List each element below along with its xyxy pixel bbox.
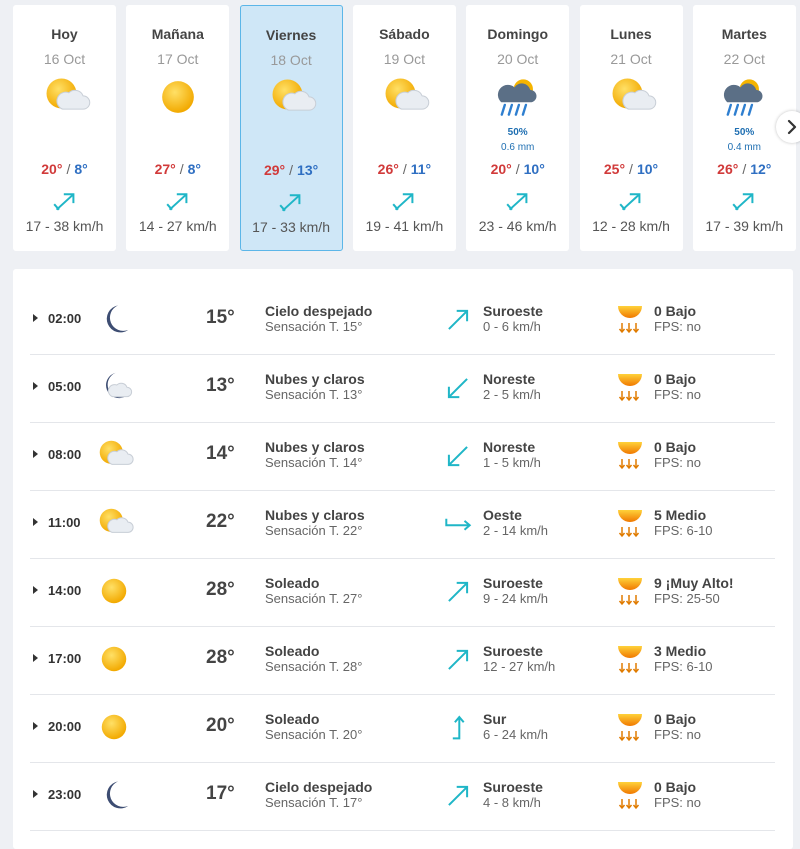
day-card[interactable] <box>126 5 229 251</box>
day-temperatures <box>466 161 569 177</box>
expand-triangle-icon[interactable] <box>33 518 38 526</box>
hour-temperature: 28° <box>206 647 235 668</box>
temp-separator: / <box>402 161 407 177</box>
chevron-right-icon <box>776 111 800 143</box>
day-wind: 17 - 38 km/h <box>25 218 104 234</box>
wind-speed: 2 - 5 km/h <box>483 387 541 402</box>
wind-direction: Sur <box>483 711 507 727</box>
wind-speed: 2 - 14 km/h <box>483 523 549 538</box>
wind-northeast-icon <box>445 443 471 469</box>
wind-direction: Noreste <box>483 439 536 455</box>
rain-amount: 0.4 mm <box>727 142 761 153</box>
day-temperatures <box>241 162 342 178</box>
uv-index-icon <box>615 778 645 810</box>
day-date: 21 Oct <box>610 51 652 67</box>
hour-time: 02:00 <box>48 311 82 326</box>
temp-separator: / <box>289 162 294 178</box>
sun-protection-factor: FPS: no <box>654 387 701 402</box>
wind-speed: 0 - 6 km/h <box>483 319 541 334</box>
uv-index: 0 Bajo <box>654 439 697 455</box>
sun-protection-factor: FPS: no <box>654 795 701 810</box>
wind-speed: 4 - 8 km/h <box>483 795 541 810</box>
sun-protection-factor: FPS: 6-10 <box>654 659 713 674</box>
sun-protection-factor: FPS: no <box>654 727 701 742</box>
partly-cloudy-icon <box>609 75 653 119</box>
wind-southwest-icon <box>732 191 756 213</box>
min-temp: 10° <box>523 161 545 177</box>
wind-direction: Suroeste <box>483 779 543 795</box>
hour-temperature: 15° <box>206 307 235 328</box>
sun-protection-factor: FPS: 25-50 <box>654 591 720 606</box>
partly-cloudy-icon <box>269 76 313 120</box>
uv-index-icon <box>615 302 645 334</box>
uv-index: 0 Bajo <box>654 371 697 387</box>
max-temp: 27° <box>154 161 176 177</box>
uv-index-icon <box>615 710 645 742</box>
max-temp: 25° <box>603 161 626 177</box>
sun-icon <box>97 574 131 608</box>
uv-index: 0 Bajo <box>654 303 697 319</box>
uv-index: 0 Bajo <box>654 711 697 727</box>
max-temp: 20° <box>41 161 63 177</box>
hour-time: 11:00 <box>48 515 81 530</box>
expand-triangle-icon[interactable] <box>33 586 38 594</box>
hour-time: 08:00 <box>48 447 82 462</box>
hour-condition: Cielo despejado <box>265 779 373 795</box>
day-name: Mañana <box>151 26 204 42</box>
hour-row[interactable] <box>30 490 775 559</box>
feels-like: Sensación T. 15° <box>265 319 363 334</box>
feels-like: Sensación T. 28° <box>265 659 363 674</box>
hour-condition: Soleado <box>265 711 320 727</box>
rain-amount: 0.6 mm <box>501 142 535 153</box>
rain-icon <box>722 75 766 119</box>
wind-southwest-icon <box>619 191 643 213</box>
hourly-forecast <box>13 269 793 849</box>
day-wind: 17 - 33 km/h <box>252 219 330 235</box>
day-date: 20 Oct <box>497 51 539 67</box>
wind-southwest-icon <box>53 191 77 213</box>
hour-temperature: 14° <box>206 443 235 464</box>
hour-condition: Nubes y claros <box>265 439 365 455</box>
hour-row[interactable] <box>30 422 775 491</box>
hour-row[interactable] <box>30 354 775 423</box>
hour-row[interactable] <box>30 762 775 831</box>
wind-southwest-icon <box>506 191 530 213</box>
feels-like: Sensación T. 27° <box>265 591 363 606</box>
day-wind: 12 - 28 km/h <box>592 218 670 234</box>
max-temp: 29° <box>263 162 286 178</box>
hour-temperature: 13° <box>206 375 235 396</box>
wind-direction: Noreste <box>483 371 536 387</box>
hour-condition: Nubes y claros <box>265 371 365 387</box>
uv-index-icon <box>615 642 645 674</box>
hour-row[interactable] <box>30 286 775 355</box>
sun-icon <box>156 75 200 119</box>
uv-index: 9 ¡Muy Alto! <box>654 575 734 591</box>
day-date: 18 Oct <box>270 52 312 68</box>
day-name: Domingo <box>487 26 549 42</box>
day-card[interactable] <box>240 5 343 251</box>
uv-index: 5 Medio <box>654 507 707 523</box>
moon-icon <box>97 302 131 336</box>
day-card[interactable] <box>466 5 569 251</box>
partly-cloudy-icon <box>382 75 426 119</box>
hour-temperature: 22° <box>206 511 235 532</box>
wind-direction: Suroeste <box>483 643 543 659</box>
sun-icon <box>97 710 131 744</box>
wind-speed: 9 - 24 km/h <box>483 591 549 606</box>
day-temperatures <box>13 161 116 177</box>
day-date: 19 Oct <box>383 51 426 67</box>
wind-southwest-icon <box>445 647 471 673</box>
day-wind: 14 - 27 km/h <box>138 218 217 234</box>
feels-like: Sensación T. 20° <box>265 727 363 742</box>
min-temp: 8° <box>74 161 88 177</box>
hour-time: 20:00 <box>48 719 82 734</box>
uv-index-icon <box>615 506 645 538</box>
temp-separator: / <box>629 161 633 177</box>
min-temp: 8° <box>187 161 202 177</box>
wind-southwest-icon <box>445 307 471 333</box>
day-name: Viernes <box>265 27 317 43</box>
hour-temperature: 17° <box>206 783 235 804</box>
wind-southwest-icon <box>279 192 303 214</box>
wind-speed: 6 - 24 km/h <box>483 727 549 742</box>
min-temp: 11° <box>410 161 432 177</box>
day-name: Hoy <box>51 26 78 42</box>
uv-index-icon <box>615 574 645 606</box>
hour-time: 05:00 <box>48 379 82 394</box>
rain-icon <box>496 75 540 119</box>
hour-condition: Soleado <box>265 643 320 659</box>
wind-speed: 12 - 27 km/h <box>483 659 556 674</box>
wind-southwest-icon <box>392 191 416 213</box>
partly-cloudy-icon <box>97 506 131 540</box>
hour-condition: Soleado <box>265 575 320 591</box>
min-temp: 12° <box>750 161 772 177</box>
min-temp: 10° <box>636 161 659 177</box>
rain-probability: 50% <box>734 127 755 138</box>
day-card[interactable] <box>13 5 116 251</box>
expand-triangle-icon[interactable] <box>33 722 38 730</box>
moon-cloud-icon <box>97 370 131 404</box>
day-date: 16 Oct <box>43 51 86 67</box>
wind-speed: 1 - 5 km/h <box>483 455 541 470</box>
max-temp: 20° <box>490 161 512 177</box>
expand-triangle-icon[interactable] <box>33 790 38 798</box>
wind-southwest-icon <box>166 191 190 213</box>
day-temperatures <box>353 161 456 177</box>
max-temp: 26° <box>717 161 739 177</box>
uv-index: 0 Bajo <box>654 779 697 795</box>
hour-temperature: 28° <box>206 579 235 600</box>
temp-separator: / <box>66 161 71 177</box>
min-temp: 13° <box>297 162 319 178</box>
hour-condition: Nubes y claros <box>265 507 365 523</box>
sun-protection-factor: FPS: no <box>654 319 701 334</box>
wind-southwest-icon <box>445 579 471 605</box>
day-card[interactable] <box>580 5 683 251</box>
hour-condition: Cielo despejado <box>265 303 373 319</box>
wind-direction: Oeste <box>483 507 522 523</box>
day-wind: 17 - 39 km/h <box>705 218 784 234</box>
rain-probability: 50% <box>507 127 528 138</box>
hour-time: 23:00 <box>48 787 82 802</box>
partly-cloudy-icon <box>97 438 131 472</box>
wind-south-icon <box>445 715 471 741</box>
day-wind: 19 - 41 km/h <box>365 218 444 234</box>
hour-row[interactable] <box>30 694 775 763</box>
wind-direction: Suroeste <box>483 575 543 591</box>
expand-triangle-icon[interactable] <box>33 314 38 322</box>
day-date: 17 Oct <box>157 51 199 67</box>
sun-icon <box>97 642 131 676</box>
wind-southwest-icon <box>445 783 471 809</box>
wind-northeast-icon <box>445 375 471 401</box>
hour-temperature: 20° <box>206 715 235 736</box>
hour-row[interactable] <box>30 558 775 627</box>
day-temperatures <box>693 161 796 177</box>
expand-triangle-icon[interactable] <box>33 382 38 390</box>
expand-triangle-icon[interactable] <box>33 654 38 662</box>
day-wind: 23 - 46 km/h <box>478 218 557 234</box>
wind-west-icon <box>445 511 471 537</box>
temp-separator: / <box>179 161 184 177</box>
temp-separator: / <box>742 161 747 177</box>
uv-index: 3 Medio <box>654 643 707 659</box>
feels-like: Sensación T. 14° <box>265 455 363 470</box>
uv-index-icon <box>615 370 645 402</box>
partly-cloudy-icon <box>43 75 87 119</box>
sun-protection-factor: FPS: no <box>654 455 701 470</box>
day-name: Martes <box>721 26 767 42</box>
day-name: Lunes <box>610 26 652 42</box>
feels-like: Sensación T. 22° <box>265 523 363 538</box>
uv-index-icon <box>615 438 645 470</box>
max-temp: 26° <box>377 161 399 177</box>
daily-forecast <box>0 0 800 260</box>
hour-row[interactable] <box>30 626 775 695</box>
feels-like: Sensación T. 13° <box>265 387 363 402</box>
day-temperatures <box>580 161 683 177</box>
hour-time: 17:00 <box>48 651 82 666</box>
day-card[interactable] <box>353 5 456 251</box>
next-days-button[interactable] <box>776 111 800 143</box>
temp-separator: / <box>515 161 520 177</box>
sun-protection-factor: FPS: 6-10 <box>654 523 713 538</box>
day-date: 22 Oct <box>723 51 765 67</box>
hour-time: 14:00 <box>48 583 82 598</box>
feels-like: Sensación T. 17° <box>265 795 363 810</box>
wind-direction: Suroeste <box>483 303 543 319</box>
day-name: Sábado <box>379 26 430 42</box>
day-temperatures <box>126 161 229 177</box>
expand-triangle-icon[interactable] <box>33 450 38 458</box>
moon-icon <box>97 778 131 812</box>
